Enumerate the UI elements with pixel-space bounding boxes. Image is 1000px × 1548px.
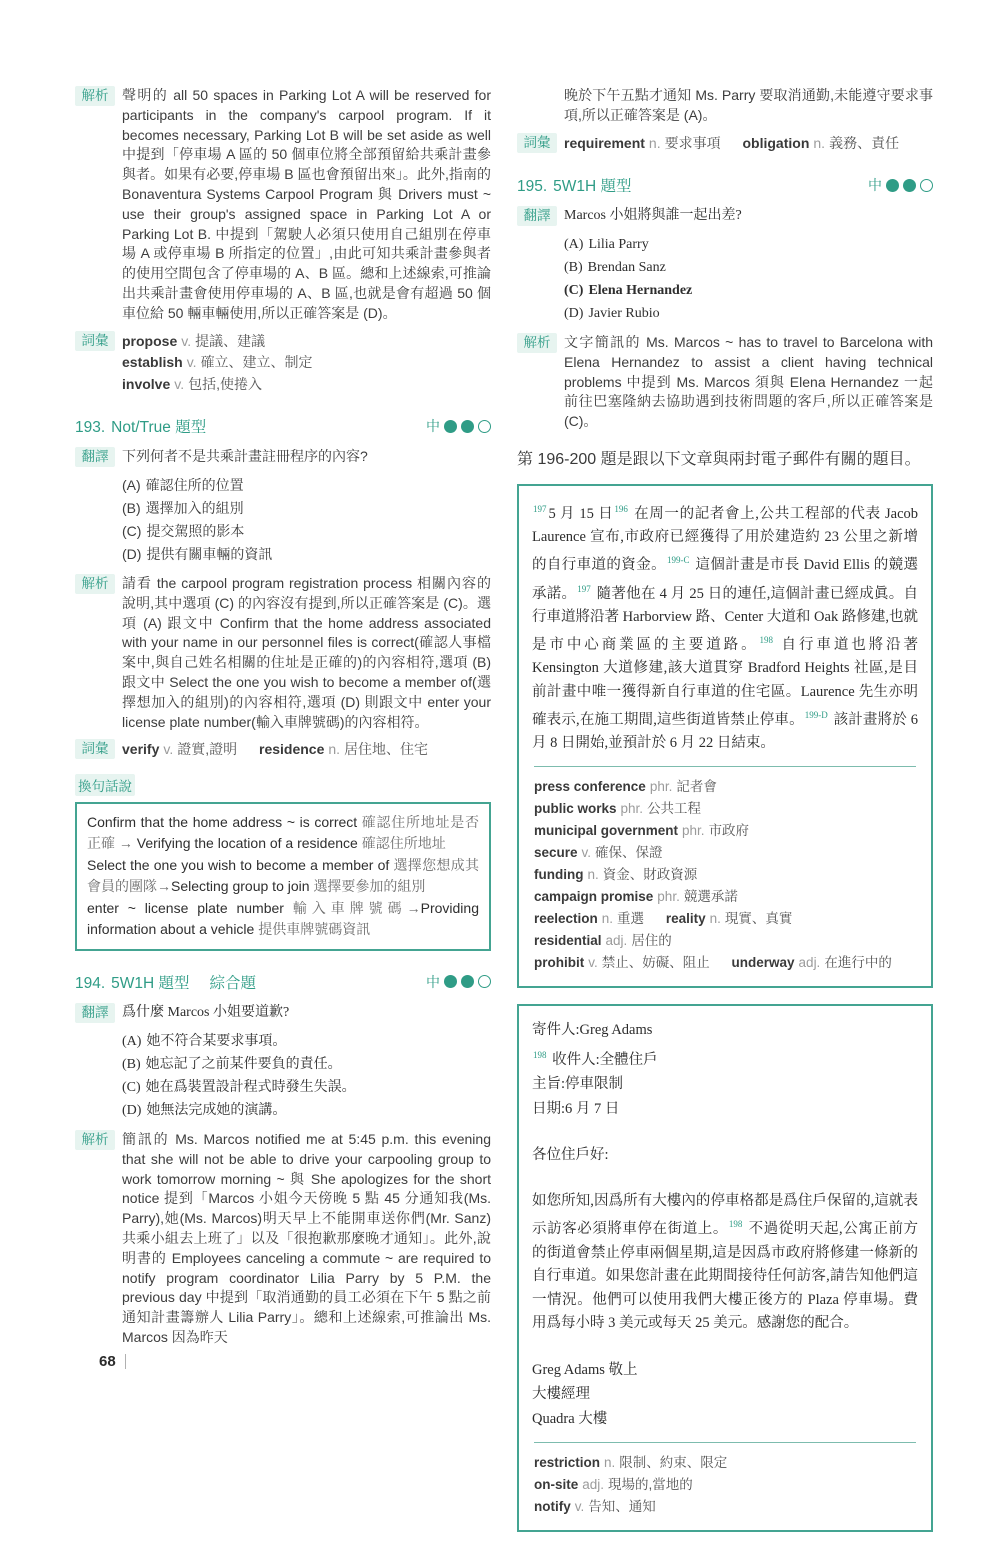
option-text: 她忘記了之前某件要負的責任。 bbox=[145, 1056, 342, 1072]
question-number: 195. bbox=[517, 178, 548, 196]
q193-header bbox=[75, 415, 491, 437]
vocab-entry: residence n. 居住地、住宅 bbox=[259, 741, 429, 758]
vocab-entry: propose v. 提議、建議 bbox=[122, 332, 266, 349]
paraphrase-line: enter ~ license plate number 輸入車牌號碼→Providing information about a vehicle 提供車牌號碼資訊 bbox=[87, 899, 479, 938]
vocab-entry: underway adj. 在進行中的 bbox=[731, 955, 892, 971]
vocab-entry: establish v. 確立、建立、制定 bbox=[122, 354, 313, 371]
right-column bbox=[517, 86, 933, 1548]
left-column bbox=[75, 86, 491, 1548]
vocab-entry: requirement n. 要求事項 bbox=[564, 134, 721, 151]
option-text: 提供有關車輛的資訊 bbox=[146, 546, 273, 563]
paraphrase-line: Select the one you wish to become a member of 選擇您想成其會員的團隊→Selecting group to join 選擇要參加的組別 bbox=[87, 856, 479, 895]
paraphrase-box bbox=[75, 802, 491, 951]
option-row: (A) 確認住所的位置 bbox=[122, 477, 244, 494]
email-from: 寄件人:Greg Adams bbox=[532, 1022, 653, 1039]
email-greeting: 各位住戶好: bbox=[532, 1147, 609, 1164]
option-row-correct: (C) Elena Hernandez bbox=[564, 283, 693, 299]
q195-translation-row bbox=[517, 206, 933, 226]
page-footer bbox=[99, 1353, 126, 1370]
question-ref-sup: 196 bbox=[614, 504, 628, 515]
divider bbox=[534, 1442, 916, 1443]
vocab-entry: obligation n. 義務、責任 bbox=[742, 134, 900, 151]
analysis-continued-text: 晚於下午五點才通知 Ms. Parry 要取消通勤,未能遵守要求事項,所以正確答案是 (A)。 bbox=[564, 87, 933, 123]
option-row: (B) 選擇加入的組別 bbox=[122, 500, 244, 517]
option-text: Elena Hernandez bbox=[588, 283, 693, 299]
option-text: 選擇加入的組別 bbox=[145, 500, 244, 517]
vocab-entry: restriction n. 限制、約束、限定 bbox=[534, 1455, 728, 1471]
q193-options bbox=[122, 474, 491, 566]
divider bbox=[534, 766, 916, 767]
translation-text: Marcos 小姐將與誰一起出差? bbox=[564, 208, 742, 224]
q194-analysis-continued-row bbox=[517, 86, 933, 126]
section-intro: 第 196-200 題是跟以下文章與兩封電子郵件有關的題目。 bbox=[517, 451, 921, 469]
q193-vocab-row bbox=[75, 739, 491, 761]
label-spacer bbox=[517, 86, 557, 106]
difficulty-dot-filled bbox=[444, 975, 457, 988]
option-text: Javier Rubio bbox=[588, 306, 660, 322]
question-type: 5W1H 題型 bbox=[553, 178, 632, 196]
email-vocab bbox=[532, 1452, 918, 1518]
q193-analysis-row bbox=[75, 574, 491, 732]
translation-label: 翻譯 bbox=[75, 447, 115, 467]
email-subject: 主旨:停車限制 bbox=[532, 1076, 624, 1093]
option-text: 她無法完成她的演講。 bbox=[146, 1102, 287, 1118]
difficulty-level: 中 bbox=[426, 418, 440, 435]
question-type: Not/True 題型 bbox=[111, 419, 207, 437]
option-text: Lilia Parry bbox=[588, 237, 649, 253]
question-number: 193. bbox=[75, 419, 106, 437]
vocab-entry: reelection n. 重選 bbox=[534, 911, 645, 927]
vocab-entry: reality n. 現實、真實 bbox=[665, 911, 793, 927]
option-row: (B) Brendan Sanz bbox=[564, 260, 666, 276]
vocab-entry: funding n. 資金、財政資源 bbox=[534, 867, 698, 883]
analysis-text: 簡訊的 Ms. Marcos notified me at 5:45 p.m. this evening that she will not be able to drive your carpooling group to work tomorrow morning ~ 與 She apologizes for the short notice 提到「Marcos 小姐今天傍晚 5 點 45 分通知我(Ms. Parry),她(Ms. Marcos)明天早上不能開車送你們(Mr. Sanz)共乘小組去上班了」以及「很抱歉那麼晚才通知」。此外,說明書的 Employees canceling a commute ~ are required to notify program coordinator Lilia Parry by 5 P.M. the previous day 中提到「取消通勤的員工必須在下午 5 點之前通知計畫籌辦人 Lilia Parry」。總和上述線索,可推論出 Ms. Marcos 因為昨天 bbox=[122, 1130, 491, 1345]
option-row: (C) 她在爲裝置設計程式時發生失誤。 bbox=[122, 1079, 356, 1095]
question-ref-sup: 199-C bbox=[666, 555, 690, 566]
vocab-entry: public works phr. 公共工程 bbox=[534, 801, 702, 817]
q194-options bbox=[122, 1030, 491, 1122]
analysis-label: 解析 bbox=[75, 1130, 115, 1150]
q194-translation-row bbox=[75, 1003, 491, 1023]
email-box bbox=[517, 1004, 933, 1532]
vocab-label: 詞彙 bbox=[517, 133, 557, 153]
vocab-entry: press conference phr. 記者會 bbox=[534, 779, 717, 795]
vocab-entry: campaign promise phr. 競選承諾 bbox=[534, 889, 738, 905]
question-ref-sup: 199-D bbox=[804, 709, 828, 720]
vocab-entry: municipal government phr. 市政府 bbox=[534, 823, 750, 839]
footer-divider bbox=[125, 1354, 127, 1369]
vocab-list bbox=[122, 331, 491, 396]
translation-text: 爲什麼 Marcos 小姐要道歉? bbox=[122, 1004, 290, 1020]
question-title bbox=[75, 971, 262, 993]
question-title bbox=[75, 415, 212, 437]
q194-analysis-row bbox=[75, 1130, 491, 1348]
difficulty-dot-filled bbox=[903, 179, 916, 192]
q193-translation-row bbox=[75, 447, 491, 467]
translation-label: 翻譯 bbox=[517, 206, 557, 226]
difficulty-dot-empty bbox=[920, 179, 933, 192]
email-signoff: Greg Adams 敬上 bbox=[532, 1361, 638, 1378]
option-row: (D) Javier Rubio bbox=[564, 306, 660, 322]
vocab-entry: verify v. 證實,證明 bbox=[122, 741, 238, 758]
option-text: 她在爲裝置設計程式時發生失誤。 bbox=[145, 1079, 356, 1095]
option-text: 確認住所的位置 bbox=[145, 477, 244, 494]
q195-header bbox=[517, 174, 933, 196]
question-ref-sup: 197 bbox=[577, 583, 591, 594]
question-ref-sup: 198 bbox=[759, 635, 773, 646]
difficulty-dot-filled bbox=[886, 179, 899, 192]
vocab-label: 詞彙 bbox=[75, 739, 115, 759]
vocab-list bbox=[564, 133, 933, 155]
email-signoff: Quadra 大樓 bbox=[532, 1410, 608, 1427]
vocab-list bbox=[122, 739, 491, 761]
question-type: 5W1H 題型 bbox=[111, 974, 190, 992]
q194-vocab-row bbox=[517, 133, 933, 155]
vocab-entry: secure v. 確保、保證 bbox=[534, 845, 663, 861]
option-row: (D) 她無法完成她的演講。 bbox=[122, 1102, 287, 1118]
option-text: 提交駕照的影本 bbox=[146, 523, 245, 540]
paraphrase-label: 換句話說 bbox=[75, 774, 135, 796]
option-row: (C) 提交駕照的影本 bbox=[122, 523, 245, 540]
question-ref-sup: 198 bbox=[533, 1049, 547, 1060]
vocab-entry: notify v. 告知、通知 bbox=[534, 1499, 656, 1515]
difficulty-dot-empty bbox=[478, 420, 491, 433]
difficulty-level: 中 bbox=[868, 177, 882, 194]
vocab-entry: involve v. 包括,使捲入 bbox=[122, 375, 262, 392]
option-row: (B) 她忘記了之前某件要負的責任。 bbox=[122, 1056, 342, 1072]
question-number: 194. bbox=[75, 974, 106, 992]
article-vocab bbox=[532, 776, 918, 974]
q194-header bbox=[75, 971, 491, 993]
article-box bbox=[517, 484, 933, 988]
option-text: Brendan Sanz bbox=[587, 260, 666, 276]
vocab-entry: on-site adj. 現場的,當地的 bbox=[534, 1477, 693, 1493]
paraphrase-line: Confirm that the home address ~ is correct 確認住所地址是否正確 → Verifying the location of a residence 確認住所地址 bbox=[87, 813, 480, 852]
analysis-label: 解析 bbox=[75, 574, 115, 594]
vocab-label: 詞彙 bbox=[75, 331, 115, 351]
analysis-label: 解析 bbox=[75, 86, 115, 106]
difficulty-dot-filled bbox=[461, 975, 474, 988]
analysis-label: 解析 bbox=[517, 333, 557, 353]
article-text: $^{197}$ 5 月 15 日$^{196}$ 在周一的記者會上,公共工程部的代表 Jacob Laurence 宣布,市政府已經獲得了用於建造約 23 公里之新增的自行車道的資金。$^{199-C}$ 這個計畫是市長 David Ellis 的競選承諾。$^{197}$ 隨著他在 4 月 25 日的連任,這個計畫已經成眞。自行車道將沿著 Harborview 路、Center 大道和 Oak 路修建,也就是市中心商業區的主要道路。$^{198}$ 自行車道也將沿著 Kensington 大道修建,該大道貫穿 Bradford Heights 社區,是目前計畫中唯一獲得新自行車道的住宅區。Laurence 先生亦明確表示,在施工期間,這些街道皆禁止停車。$^{199-D}$ 該計畫將於 6 月 8 日開始,並預計於 6 月 22 日結束。 bbox=[532, 504, 919, 751]
q195-options bbox=[564, 233, 933, 325]
email-to: $^{198}$ 收件人:全體住戶 bbox=[533, 1049, 658, 1068]
analysis-text: 文字簡訊的 Ms. Marcos ~ has to travel to Barcelona with Elena Hernandez to assist a client having technical problems 中提到 Ms. Marcos 須與 Elena Hernandez 一起前往巴塞隆納去協助遇到技術問題的客戶,所以正確答案是 (C)。 bbox=[564, 334, 933, 430]
translation-label: 翻譯 bbox=[75, 1003, 115, 1023]
vocab-entry: prohibit v. 禁止、妨礙、阻止 bbox=[534, 955, 710, 971]
question-ref-sup: 198 bbox=[728, 1219, 743, 1230]
analysis-text: 請看 the carpool program registration process 相關內容的說明,其中選項 (C) 的內容沒有提到,所以正確答案是 (C)。選項 (A) 跟文中 Confirm that the home address associated with your name in our personnel files is correct(確認人事檔案中,與自己姓名相關的住址是正確的)的內容相符,選項 (B) 跟文中 Select the one you wish to become a member of(選擇想加入的組別)的內容相符,選項 (D) 則跟文中 enter your license plate number(輸入車牌號碼)的內容相符。 bbox=[122, 575, 491, 730]
question-ref-sup: 197 bbox=[533, 504, 547, 515]
difficulty-badge bbox=[868, 175, 933, 195]
difficulty-dot-filled bbox=[444, 420, 457, 433]
translation-text: 下列何者不是共乘計畫註冊程序的內容? bbox=[122, 448, 368, 465]
option-row: (A) Lilia Parry bbox=[564, 237, 649, 253]
difficulty-dot-filled bbox=[461, 420, 474, 433]
question-subtype: 綜合題 bbox=[209, 974, 257, 992]
question-title bbox=[517, 174, 638, 196]
email-date: 日期:6 月 7 日 bbox=[532, 1100, 620, 1117]
option-row: (A) 她不符合某要求事項。 bbox=[122, 1033, 287, 1049]
difficulty-dot-empty bbox=[478, 975, 491, 988]
difficulty-badge bbox=[426, 416, 491, 436]
q192-vocab-row bbox=[75, 331, 491, 396]
q192-analysis-row bbox=[75, 86, 491, 324]
vocab-entry: residential adj. 居住的 bbox=[534, 933, 672, 949]
option-text: 她不符合某要求事項。 bbox=[146, 1033, 287, 1049]
analysis-text: 聲明的 all 50 spaces in Parking Lot A will be reserved for participants in the company's carpool program. If it becomes necessary, Parking Lot B will be set aside as well 中提到「停車場 A 區的 50 個車位將全部預留給共乘計畫參與者。如果有必要,停車場 B 區也會預留出來」。此外,指南的 Bonaventura Systems Carpool Program 與 Drivers must ~ use their group's assigned space in Parking Lot A or Parking Lot B. 中提到「駕駛人必須只使用自己組別在停車場 A 或停車場 B 所指定的位置」,由此可知共乘計畫參與者的使用空間包含了停車場的 A、B 區。總和上述線索,可推論出共乘計畫會使用停車場的 A、B 區,也就是會有超過 50 個車位給 50 輛車輛使用,所以正確答案是 (D)。 bbox=[122, 87, 491, 321]
difficulty-level: 中 bbox=[426, 973, 440, 990]
difficulty-badge bbox=[426, 972, 491, 992]
q195-analysis-row bbox=[517, 333, 933, 432]
email-body: 如您所知,因爲所有大樓內的停車格都是爲住戶保留的,這就表示訪客必須將車停在街道上。$^{198}$ 不過從明天起,公寓正前方的街道會禁止停車兩個星期,這是因爲市政府將修建一條新的自行車道。如果您計畫在此期間接待任何訪客,請告知他們這一情況。他們可以使用我們大樓正後方的 Plaza 停車場。費用爲每小時 3 美元或每天 25 美元。感謝您的配合。 bbox=[532, 1192, 919, 1332]
page-number: 68 bbox=[99, 1353, 116, 1370]
email-signoff: 大樓經理 bbox=[532, 1386, 590, 1403]
option-row: (D) 提供有關車輛的資訊 bbox=[122, 546, 273, 563]
